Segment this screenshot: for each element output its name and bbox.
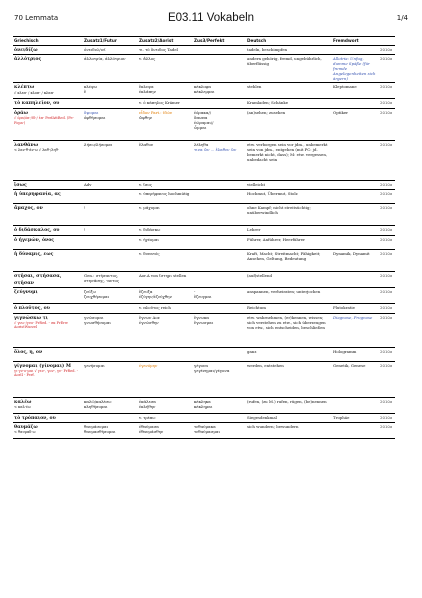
lemma: λανθάνω: [14, 142, 39, 148]
table-row: [13, 423, 395, 439]
zusatz2: ἔγνων Aor.: [139, 314, 161, 320]
row-code: 2010a: [379, 413, 395, 422]
table-row: [13, 397, 395, 413]
table-row: [13, 83, 395, 99]
lemma: ὁράω: [14, 110, 29, 116]
deutsch: ohne Kampf; nicht streitsüchtig; unüberwindlich: [246, 204, 332, 226]
zusatz2: v. μάχομαι: [138, 204, 193, 226]
zusatz2-b: ἐκλήθην: [139, 403, 156, 409]
row-code: 2010a: [379, 46, 395, 55]
deutsch: stehlen: [246, 83, 332, 99]
zusatz3: [193, 250, 246, 272]
zusatz3: [193, 304, 246, 313]
deutsch: vielleicht: [246, 180, 332, 189]
zusatz3-b: ἔζευγμαι: [194, 294, 212, 300]
deutsch: (rufen, (zu M.) rufen, rügen, (be)nennen: [246, 397, 332, 413]
deutsch: Lehrer: [246, 226, 332, 236]
column-header-zusatz2: Zusatz2/Aorist: [138, 37, 193, 46]
lemma: ἡ ὑπερηφανία, ας: [14, 192, 61, 198]
fremdwort: Hologramm: [332, 347, 379, 361]
column-header-fremdwort: Fremdwort: [332, 37, 379, 46]
row-code: 2010a: [379, 108, 395, 140]
row-code: 2010a: [379, 313, 395, 347]
lemma-stem: √ κλεπ- / κλοπ- / κλαπ-: [14, 90, 55, 95]
table-row: [13, 108, 395, 140]
zusatz1: ὀνειδιῶ/ιεῖ: [83, 46, 138, 55]
zusatz1: [83, 190, 138, 204]
zusatz2-b: ὤφθην: [139, 114, 152, 120]
zusatz3-d: ὦμμαι: [194, 124, 207, 130]
zusatz1: [83, 413, 138, 422]
fremdwort: Optiker: [332, 108, 379, 140]
table-row: [13, 55, 395, 83]
zusatz3: τεθαύμακα: [194, 424, 216, 430]
row-code: 2010a: [379, 361, 395, 397]
page-number: 1/4: [396, 14, 408, 22]
fremdwort: Kleptomane: [332, 83, 379, 99]
zusatz2-b: ἐζύγην/ἐζεύχθην: [139, 294, 172, 300]
zusatz2: v. ὑπερήφανος hochmütig: [138, 190, 193, 204]
zusatz3-b: ὄπωπα: [194, 114, 208, 120]
column-header-code: [379, 37, 395, 46]
zusatz2: v. πλοῦτος reich: [138, 304, 193, 313]
zusatz1-b: ζευχθήσομαι: [84, 294, 110, 300]
fremdwort: [332, 46, 379, 55]
fremdwort: Allotria: Unfug, dumme Späße (für fremde Angelegenheiten sich ärgern): [332, 55, 379, 83]
table-row: [13, 190, 395, 204]
lemma: ἡ δύναμις, εως: [14, 252, 54, 258]
zusatz2: ἔκλεψα: [139, 84, 154, 90]
table-row: [13, 347, 395, 361]
deutsch: anspannen, verheiraten; unterjochen: [246, 288, 332, 304]
table-row: [13, 46, 395, 55]
lemma: τὸ καπηλεῖον, ου: [14, 101, 60, 107]
row-code: 2010a: [379, 83, 395, 99]
deutsch: Kramladen; Schänke: [246, 99, 332, 108]
zusatz1: [83, 99, 138, 108]
zusatz3: [193, 413, 246, 422]
zusatz1-b: θαυμασθήσομαι: [84, 429, 116, 435]
column-header-deutsch: Deutsch: [246, 37, 332, 46]
zusatz3-b: τεθαύμασμαι: [194, 429, 220, 435]
zusatz3: [193, 190, 246, 204]
zusatz2: Aor.A von ἵστημι stellen: [138, 272, 193, 288]
lemma: ἄμαχος, ον: [14, 206, 43, 212]
zusatz1: !: [83, 204, 138, 226]
row-code: 2010a: [379, 304, 395, 313]
zusatz3-b: τινα ὤν ... ἔλαθεν ὤν: [194, 146, 237, 152]
lemma-stem: √ γνω-/γνο- PrRed. - σκ PrErw AoristWurzel: [14, 321, 68, 330]
zusatz1: καλῶ/καλέσω: [84, 398, 112, 404]
zusatz3: ἔγνωκα: [194, 314, 210, 320]
zusatz1: [83, 250, 138, 272]
vocabulary-table: [13, 36, 395, 439]
page-header: [14, 12, 408, 28]
row-code: 2010a: [379, 55, 395, 83]
row-code: 2010a: [379, 140, 395, 180]
row-code: 2010a: [379, 204, 395, 226]
table-row: [13, 140, 395, 180]
zusatz2: [138, 347, 193, 361]
table-row: [13, 361, 395, 397]
row-code: 2010a: [379, 423, 395, 439]
deutsch: etw. wahrnehmen, (er)kennen, wissen; sich verstehen zu etw., sich überzeugen von etw., sich entscheiden, beschließen: [246, 313, 332, 347]
fremdwort: [332, 272, 379, 288]
deutsch: etw. verborgen sein vor jdm., unbemerkt sein von jdm., entgehen (mit PC: jd. bemerkt nicht, dass); M: etw. vergessen, unbedacht sein: [246, 140, 332, 180]
deutsch: Reichtum: [246, 304, 332, 313]
zusatz1: [83, 347, 138, 361]
table-row: [13, 99, 395, 108]
zusatz2: v. ἴσος: [138, 180, 193, 189]
fremdwort: Trophäe: [332, 413, 379, 422]
zusatz2: τι. τὸ ὄνειδος Tadel: [138, 46, 193, 55]
zusatz3-c: ἑώραμαι//: [194, 119, 214, 125]
column-header-zusatz3: Zus3/Perfekt: [193, 37, 246, 46]
fremdwort: [332, 204, 379, 226]
zusatz2: εἶδον Part.: ἰδών: [139, 109, 173, 115]
lemma-stem: < λαν-θ-άν-ω √ λαθ-/ληθ-: [14, 148, 59, 153]
lemma: ζεύγνυμι: [14, 290, 38, 296]
zusatz2: ἐγενόμην: [138, 361, 193, 397]
lemma-stem: < καλ-έω: [14, 405, 31, 410]
zusatz1: λήσω/λήσομαι: [83, 140, 138, 180]
lemma: γίγνομαι (γίνομαι) M: [14, 363, 71, 369]
deutsch: Siegesdenkmal: [246, 413, 332, 422]
table-row: [13, 236, 395, 250]
zusatz1: [83, 236, 138, 250]
fremdwort: Plutokratie: [332, 304, 379, 313]
zusatz1: γενήσομαι: [83, 361, 138, 397]
column-header-griechisch: Griechisch: [13, 37, 83, 46]
deutsch: werden, entstehen: [246, 361, 332, 397]
zusatz1-b: ὀφθήσομαι: [84, 114, 106, 120]
fremdwort: Diagnose, Prognose: [332, 313, 379, 347]
zusatz3: [193, 180, 246, 189]
lemma-count: 70 Lemmata: [14, 14, 59, 22]
lemma: ὁ ἡγεμών, όνος: [14, 238, 55, 244]
zusatz3: ἑόρακα//: [194, 109, 212, 115]
row-code: 2010a: [379, 272, 395, 288]
lemma: ὁ διδάσκαλος, ου: [14, 228, 60, 234]
zusatz2: v. ὁ κάπηλος Krämer: [138, 99, 193, 108]
zusatz1-b: ἔ: [84, 89, 87, 95]
zusatz3-b: κέκλημαι: [194, 403, 213, 409]
lemma: τὸ τρόπαιον, ου: [14, 415, 56, 421]
zusatz3: [193, 347, 246, 361]
lemma: στῆσαι, στήσασα, στῆσαν: [14, 274, 62, 286]
column-header-zusatz1: Zusatz1/Futur: [83, 37, 138, 46]
table-row: [13, 288, 395, 304]
lemma: ἀλλότριος: [14, 57, 42, 63]
deutsch: (auf)stellend: [246, 272, 332, 288]
table-row: [13, 272, 395, 288]
zusatz1: ζεύξω: [84, 289, 96, 295]
row-code: 2010a: [379, 190, 395, 204]
row-code: 2010a: [379, 397, 395, 413]
lemma-stem: √ ὁρα/ὀπ-/ἰδ-/ ἐπ- PerfAttRed. (Fe-Fopa-): [14, 116, 74, 125]
fremdwort: [332, 190, 379, 204]
zusatz1: Gen.: στήσαντος, στησάσης, -αντος: [83, 272, 138, 288]
fremdwort: [332, 140, 379, 180]
zusatz2: ἐκάλεσα: [139, 398, 156, 404]
zusatz3: γέγονα: [194, 362, 209, 368]
row-code: 2010a: [379, 236, 395, 250]
zusatz1: Adv: [83, 180, 138, 189]
table-row: [13, 413, 395, 422]
fremdwort: [332, 397, 379, 413]
zusatz3: [193, 272, 246, 288]
table-header-row: [13, 37, 395, 46]
lemma: ὅλος, η, ον: [14, 349, 43, 355]
table-row: [13, 180, 395, 189]
lemma: ὀνειδίζω: [14, 48, 38, 53]
row-code: 2010a: [379, 347, 395, 361]
fremdwort: [332, 423, 379, 439]
table-row: [13, 250, 395, 272]
zusatz1: θαυμάσομαι: [84, 424, 109, 430]
table-row: [13, 204, 395, 226]
zusatz2: v. δυνατός: [138, 250, 193, 272]
deutsch: Führer, Anführer, Heerführer: [246, 236, 332, 250]
fremdwort: Genetik, Genese: [332, 361, 379, 397]
zusatz3-b: ἔγνωσμαι: [194, 319, 214, 325]
zusatz3: [193, 55, 246, 83]
fremdwort: Dynamik, Dynamit: [332, 250, 379, 272]
zusatz1: [83, 304, 138, 313]
zusatz2: ἔζευξα: [139, 289, 153, 295]
zusatz3: [193, 236, 246, 250]
table-row: [13, 313, 395, 347]
page-title: E03.11 Vokabeln: [167, 12, 255, 24]
lemma: ἴσως: [14, 182, 27, 188]
zusatz2-b: ἐγνώσθην: [139, 319, 159, 325]
fremdwort: [332, 226, 379, 236]
zusatz3: κέκλοφα: [194, 84, 212, 90]
zusatz2: ἐθαύμασα: [139, 424, 159, 430]
row-code: 2010a: [379, 288, 395, 304]
zusatz1: κλέψω: [84, 84, 98, 90]
deutsch: (an)sehen; zusehen: [246, 108, 332, 140]
row-code: 2010a: [379, 226, 395, 236]
lemma: ὁ πλοῦτος, ου: [14, 306, 50, 312]
table-row: [13, 304, 395, 313]
fremdwort: [332, 288, 379, 304]
zusatz2: v. τρέπω: [138, 413, 193, 422]
zusatz3: [193, 226, 246, 236]
zusatz2-b: ἐκλάπην: [139, 89, 156, 95]
fremdwort: [332, 99, 379, 108]
row-code: 2010a: [379, 180, 395, 189]
zusatz2: v. ἄλλος: [138, 55, 193, 83]
zusatz3: [193, 99, 246, 108]
zusatz1: !: [83, 226, 138, 236]
deutsch: sich wundern; bewundern: [246, 423, 332, 439]
deutsch: tadeln, beschimpfen: [246, 46, 332, 55]
lemma: καλέω: [14, 399, 32, 405]
deutsch: andern gehörig, fremd, ungebührlich, überflüssig: [246, 55, 332, 83]
zusatz3: -: [194, 289, 196, 295]
zusatz2: ἔλαθον: [138, 140, 193, 180]
fremdwort: [332, 180, 379, 189]
zusatz3: κέκληκα: [194, 398, 211, 404]
row-code: 2010a: [379, 99, 395, 108]
deutsch: Kraft, Macht; Streitmacht; Fähigkeit; Ansehen, Geltung, Bedeutung: [246, 250, 332, 272]
deutsch: Hochmut, Übermut, Stolz: [246, 190, 332, 204]
zusatz1: γνώσομαι: [84, 314, 104, 320]
zusatz1: ὄψομαι: [84, 109, 99, 115]
lemma: κλέπτω: [14, 85, 35, 91]
lemma: γιγνώσκω τι: [14, 315, 48, 321]
fremdwort: [332, 236, 379, 250]
lemma-stem: γι-γν-ο-μαι √ γεν-, γον-, γν- PrRed. - AorII - Perf.: [14, 369, 78, 378]
zusatz3-b: γεγένημαι/γέγονα: [194, 367, 230, 373]
lemma-stem: < θαυμαδ-ω: [14, 430, 36, 435]
row-code: 2010a: [379, 250, 395, 272]
zusatz3: [193, 204, 246, 226]
zusatz2: v. διδάσκω: [138, 226, 193, 236]
zusatz3-b: κέκλεμμαι: [194, 89, 215, 95]
zusatz1-b: γνωσθήσομαι: [84, 319, 111, 325]
zusatz3: [193, 46, 246, 55]
zusatz1-b: κληθήσομαι: [84, 403, 108, 409]
deutsch: ganz: [246, 347, 332, 361]
zusatz1: ἀλλοτρία, ἀλλότριον: [83, 55, 138, 83]
table-row: [13, 226, 395, 236]
zusatz2-b: ἐθαυμάσθην: [139, 429, 164, 435]
zusatz2: v. ἡγέομαι: [138, 236, 193, 250]
zusatz3: λέληθα: [194, 141, 209, 147]
lemma: θαυμάζω: [14, 425, 38, 431]
